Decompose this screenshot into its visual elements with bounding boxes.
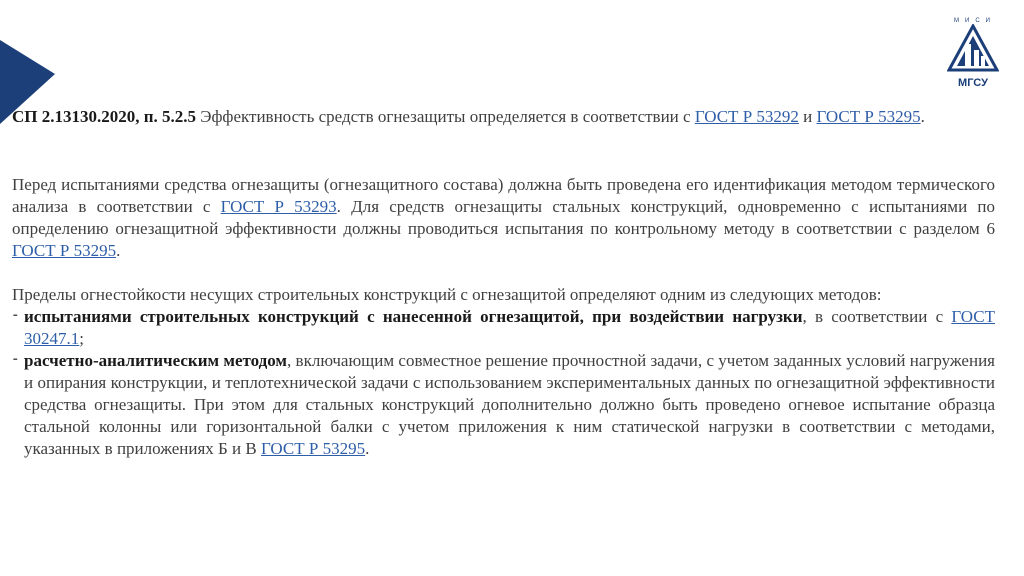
logo-letters: МИСИ: [954, 18, 996, 24]
spacer: [12, 128, 995, 174]
sp-reference-bold: СП 2.13130.2020, п. 5.2.5: [12, 107, 197, 126]
gost-53295-link[interactable]: ГОСТ Р 53295: [12, 241, 117, 260]
text: и: [798, 107, 817, 126]
gost-53293-link[interactable]: ГОСТ Р 53293: [220, 197, 337, 216]
paragraph-identification: [12, 174, 995, 262]
text: .: [116, 241, 121, 260]
paragraph-fire-resistance-intro: Пределы огнестойкости несущих строительных конструкций с огнезащитой определяют одним из следующих методов:: [12, 285, 882, 304]
gost-53292-link[interactable]: ГОСТ Р 53292: [694, 107, 799, 126]
text: . Для средств огнезащиты стальных конструкций, одновременно с испытаниями по определению огнезащитной эффективности должны проводиться испытания по контрольному методу в соответствии с разделом 6: [12, 197, 995, 238]
list-item: [12, 306, 995, 350]
university-logo: [947, 18, 999, 89]
paragraph-sp-reference: [12, 106, 995, 128]
gost-53295-link[interactable]: ГОСТ Р 53295: [261, 439, 366, 458]
gost-53295-link[interactable]: ГОСТ Р 53295: [816, 107, 921, 126]
gost-30247-link[interactable]: ГОСТ 30247.1: [24, 307, 995, 348]
method-name-bold: расчетно-аналитическим методом: [24, 351, 287, 370]
text: Перед испытаниями средства огнезащиты (огнезащитного состава) должна быть проведена его идентификация методом термического анализа в соответствии с: [12, 175, 995, 216]
text: , включающим совместное решение прочностной задачи, с учетом заданных условий нагружения и опирания конструкции, и теплотехнической задачи с использованием экспериментальных данных по огнезащитной эффективности средства огнезащиты. При этом для стальных конструкций дополнительно должно быть проведено огневое испытание образца стальной колонны или горизонтальной балки с учетом приложения к ним статической нагрузки в соответствии с методами, указанных в приложениях Б и В: [24, 351, 995, 458]
methods-list: [12, 306, 995, 460]
text: .: [365, 439, 370, 458]
text: Эффективность средств огнезащиты определяется в соответствии с: [196, 107, 695, 126]
logo-emblem-icon: [947, 24, 999, 74]
method-name-bold: испытаниями строительных конструкций с нанесенной огнезащитой, при воздействии нагрузки: [24, 307, 803, 326]
list-item: [12, 350, 995, 460]
document-body: [12, 106, 995, 460]
logo-wordmark: МГСУ: [958, 77, 988, 89]
text: ;: [79, 329, 84, 348]
text: , в соответствии с: [802, 307, 952, 326]
spacer: [12, 262, 995, 284]
bullet-marker: ⁃: [12, 352, 19, 367]
bullet-marker: ⁃: [12, 308, 19, 323]
text: .: [920, 107, 925, 126]
